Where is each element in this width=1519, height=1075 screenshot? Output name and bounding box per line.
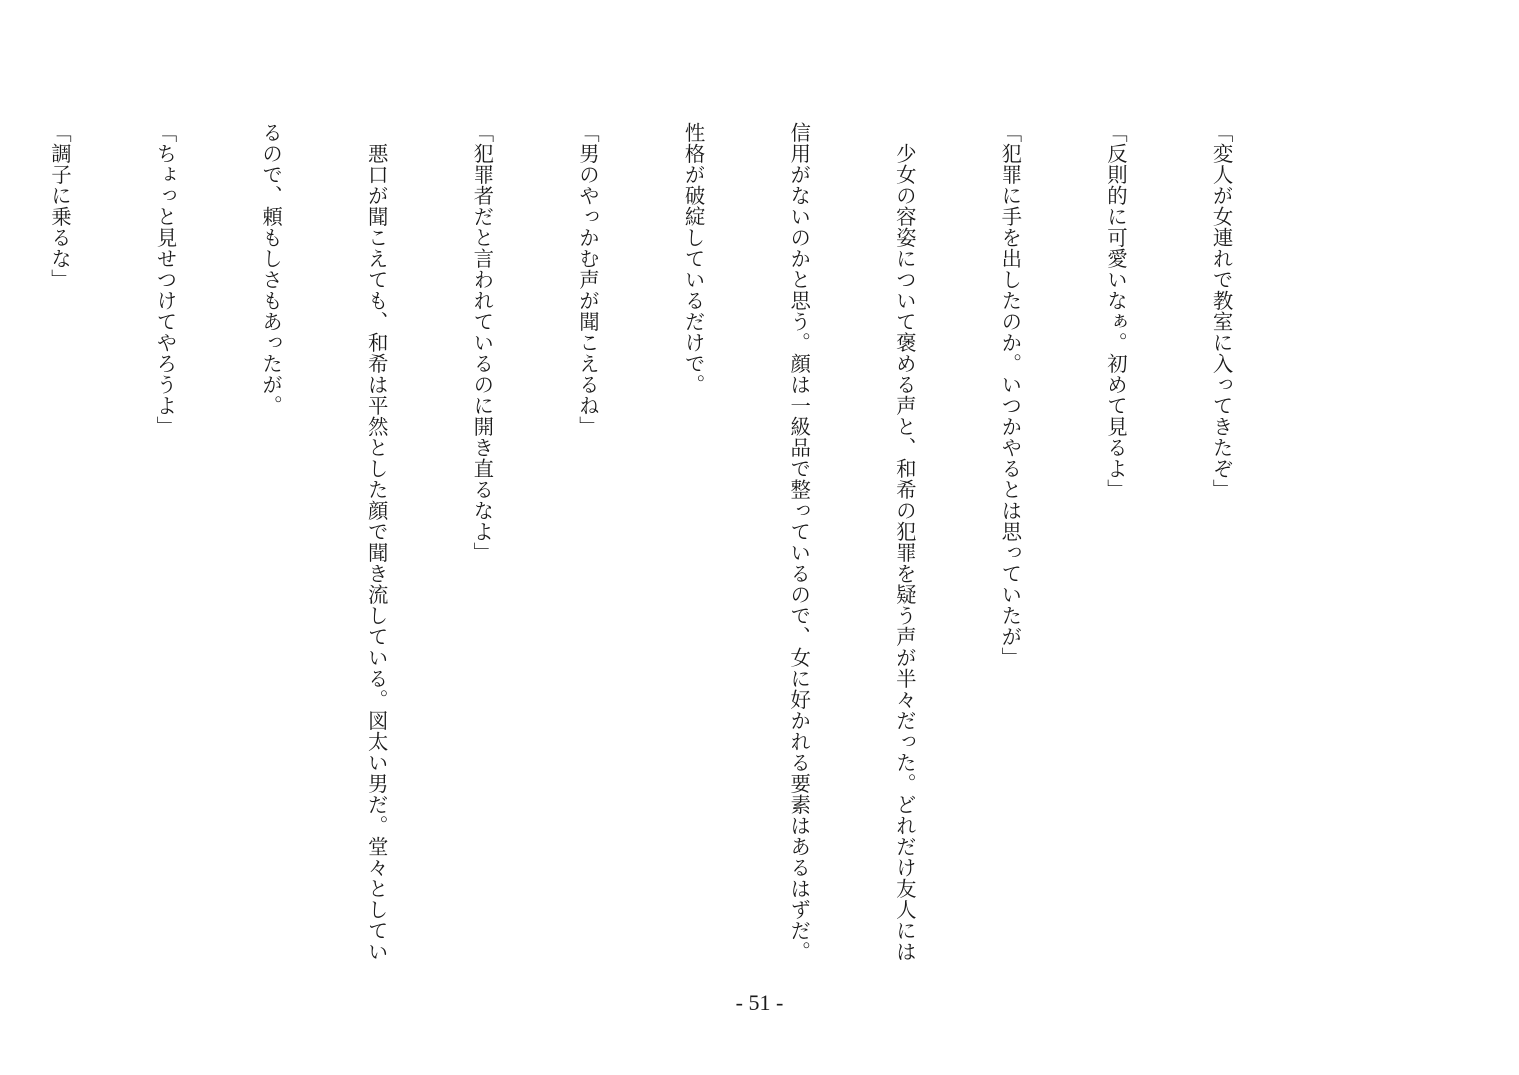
text-line: 「変人が女連れで教室に入ってきたぞ」 — [1209, 122, 1234, 500]
text-line: 悪口が聞こえても、和希は平然とした顔で聞き流している。図太い男だ。堂々としてい — [364, 122, 389, 962]
text-line: るので、頼もしさもあったが。 — [259, 122, 284, 416]
text-line: 「調子に乗るな」 — [47, 122, 72, 290]
text-line: 「犯罪に手を出したのか。いつかやるとは思っていたが」 — [998, 122, 1023, 668]
vertical-text-body — [0, 122, 1309, 970]
text-line: 少女の容姿について褒める声と、和希の犯罪を疑う声が半々だった。どれだけ友人には — [892, 122, 917, 962]
text-line: 性格が破綻しているだけで。 — [681, 122, 706, 395]
text-line: 「男のやっかむ声が聞こえるね」 — [575, 122, 600, 437]
text-line: 「反則的に可愛いなぁ。初めて見るよ」 — [1103, 122, 1128, 500]
text-line: 信用がないのかと思う。顔は一級品で整っているので、女に好かれる要素はあるはずだ。 — [787, 122, 812, 962]
page-number: - 51 - — [735, 990, 784, 1015]
text-line: 「犯罪者だと言われているのに開き直るなよ」 — [470, 122, 495, 563]
text-line: 「ちょっと見せつけてやろうよ」 — [153, 122, 178, 437]
